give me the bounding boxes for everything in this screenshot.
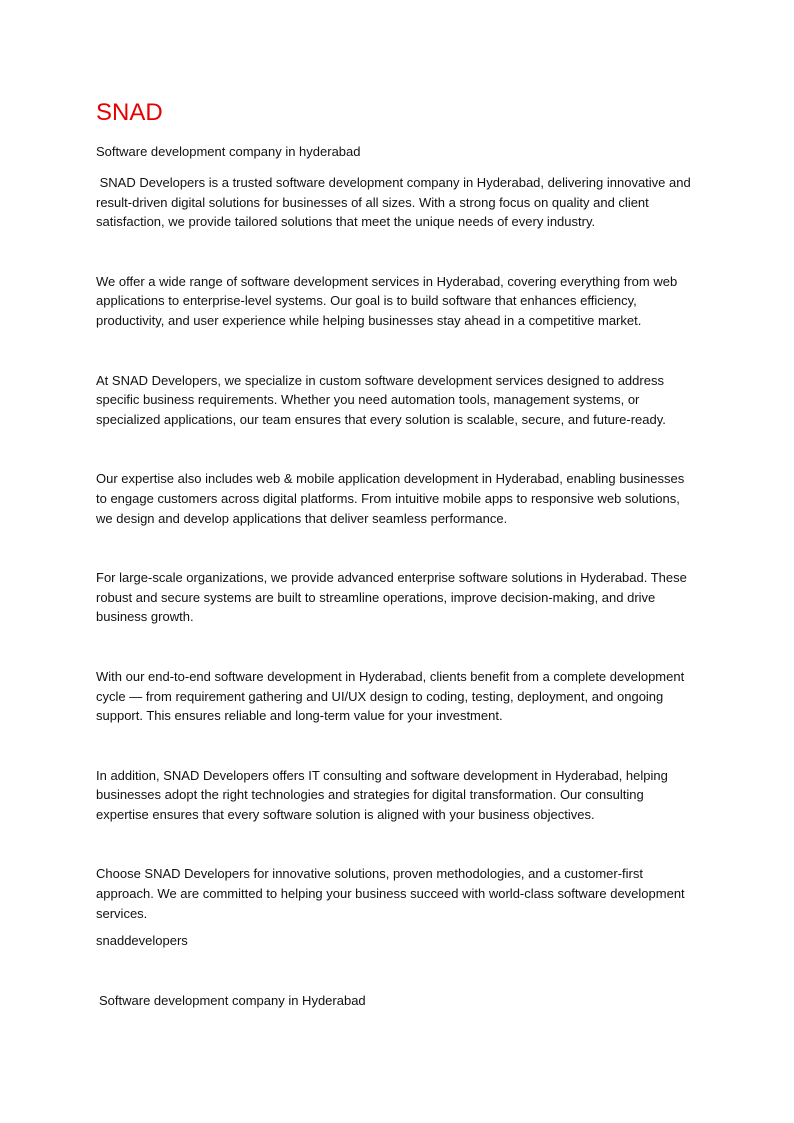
paragraph-enterprise: For large-scale organizations, we provide advanced enterprise software solutions in Hyderabad. These robust and secure systems are built to streamline operations, improve decision-making, and drive business growth. [96, 570, 687, 625]
paragraph-web-mobile: Our expertise also includes web & mobile application development in Hyderabad, enabling businesses to engage customers across digital platforms. From intuitive mobile apps to responsive web solutions, we design and develop applications that deliver seamless performance. [96, 471, 685, 526]
paragraph-intro: SNAD Developers is a trusted software development company in Hyderabad, delivering innovative and result-driven digital solutions for businesses of all sizes. With a strong focus on quality and client satisfaction, we provide tailored solutions that meet the unique needs of every industry. [96, 175, 695, 230]
paragraph-choose-us: Choose SNAD Developers for innovative solutions, proven methodologies, and a customer-first approach. We are committed to helping your business succeed with world-class software development services. [96, 866, 685, 921]
paragraph-end-to-end: With our end-to-end software development in Hyderabad, clients benefit from a complete development cycle — from requirement gathering and UI/UX design to coding, testing, deployment, and ongoing support. This ensures reliable and long-term value for your investment. [96, 668, 685, 724]
footer-tagline: Software development company in Hyderabad [99, 993, 366, 1009]
paragraph-services: We offer a wide range of software development services in Hyderabad, covering everything from web applications to enterprise-level systems. Our goal is to build software that enhances efficiency, productivity, and user experience while helping businesses stay ahead in a competitive market. [96, 273, 678, 328]
paragraph-it-consulting: In addition, SNAD Developers offers IT consulting and software development in Hyderabad, helping businesses adopt the right technologies and strategies for digital transformation. Our consulting expertise ensures that every software solution is aligned with your business objectives. [96, 767, 668, 822]
paragraph-custom-software: At SNAD Developers, we specialize in custom software development services designed to address specific business requirements. Whether you need automation tools, management systems, or specialized applications, our team ensures that every solution is scalable, secure, and future-ready. [96, 372, 666, 427]
document-page [96, 98, 696, 1010]
document-title: SNAD [96, 99, 163, 126]
document-subtitle: Software development company in hyderabad [96, 144, 361, 159]
company-tag: snaddevelopers [96, 933, 188, 949]
